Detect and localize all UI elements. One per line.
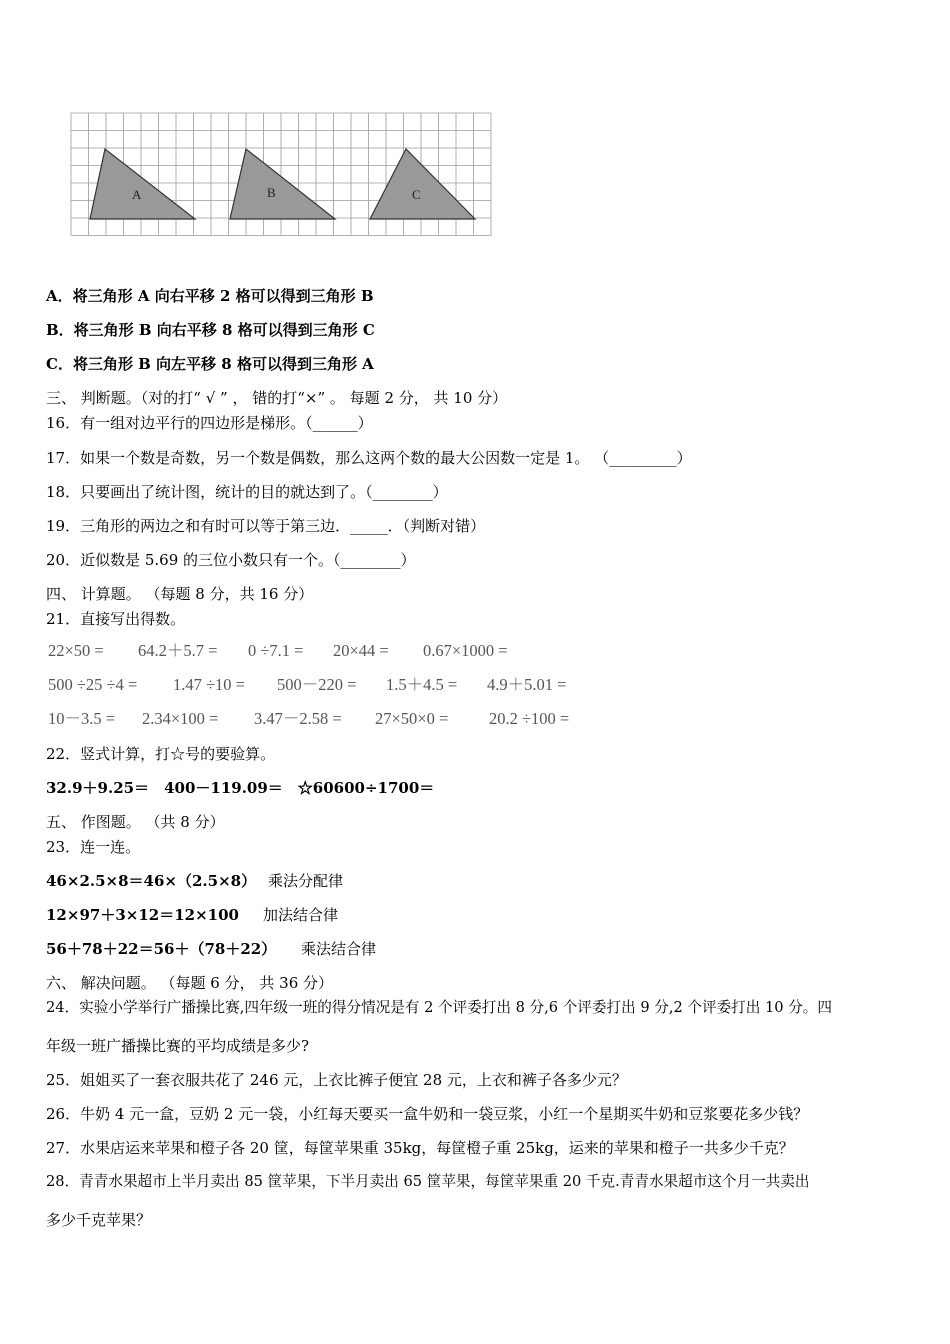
question-18: 18．只要画出了统计图，统计的目的就达到了。（________） [46, 483, 448, 501]
section-5-title: 五、 作图题。 （共 8 分） [46, 813, 225, 831]
question-26: 26．牛奶 4 元一盒，豆奶 2 元一袋，小红每天要买一盒牛奶和一袋豆浆，小红一个星期买牛奶和豆浆要花多少钱？ [46, 1105, 809, 1123]
calc-item: 4.9＋5.01 = [487, 675, 567, 694]
calc-item: 64.2＋5.7 = [138, 641, 218, 660]
match-law: 加法结合律 [263, 906, 339, 924]
calc-item: 22×50 = [48, 641, 104, 660]
question-22: 22．竖式计算，打☆号的要验算。 [46, 745, 276, 763]
calc-item: 0 ÷7.1 = [248, 641, 304, 660]
question-17: 17．如果一个数是奇数，另一个数是偶数，那么这两个数的最大公因数一定是 1。 （_________） [46, 449, 692, 467]
calc-item: 1.5＋4.5 = [386, 675, 458, 694]
question-24: 24．实验小学举行广播操比赛,四年级一班的得分情况是有 2 个评委打出 8 分,6 个评委打出 9 分,2 个评委打出 10 分。四 [46, 999, 833, 1016]
match-expression: 12×97＋3×12＝12×100 [46, 906, 239, 924]
question-21: 21．直接写出得数。 [46, 610, 186, 628]
option-a: A．将三角形 A 向右平移 2 格可以得到三角形 B [46, 287, 374, 305]
calc-item: 3.47－2.58 = [254, 709, 342, 728]
calc-item: 20.2 ÷100 = [489, 709, 570, 728]
calc-item: 1.47 ÷10 = [173, 675, 245, 694]
triangle-grid-figure [70, 112, 496, 239]
question-25: 25．姐姐买了一套衣服共花了 246 元，上衣比裤子便宜 28 元，上衣和裤子各多少元？ [46, 1071, 627, 1089]
triangle-c-label: C [412, 187, 421, 202]
option-c: C．将三角形 B 向左平移 8 格可以得到三角形 A [46, 355, 374, 373]
section-4-title: 四、 计算题。 （每题 8 分，共 16 分） [46, 585, 314, 603]
calc-item: 500－220 = [277, 675, 357, 694]
question-28-cont: 多少千克苹果？ [46, 1211, 152, 1229]
question-28: 28．青青水果超市上半月卖出 85 筐苹果，下半月卖出 65 筐苹果，每筐苹果重 20 千克.青青水果超市这个月一共卖出 [46, 1173, 810, 1190]
match-expression: 46×2.5×8＝46×（2.5×8） [46, 872, 257, 890]
calc-item: 500 ÷25 ÷4 = [48, 675, 138, 694]
triangle-b-label: B [267, 185, 276, 200]
question-27: 27．水果店运来苹果和橙子各 20 筐，每筐苹果重 35kg，每筐橙子重 25kg，运来的苹果和橙子一共多少千克？ [46, 1139, 794, 1157]
calc-item: 0.67×1000 = [423, 641, 508, 660]
calc-item: 27×50×0 = [375, 709, 449, 728]
calc-item: 2.34×100 = [142, 709, 219, 728]
triangle-b [230, 149, 335, 219]
question-24-cont: 年级一班广播操比赛的平均成绩是多少? [46, 1037, 310, 1055]
calc-item: 10－3.5 = [48, 709, 116, 728]
match-law: 乘法结合律 [301, 940, 377, 958]
question-22-items: 32.9＋9.25＝ 400－119.09＝ ☆60600÷1700＝ [46, 779, 435, 797]
option-b: B．将三角形 B 向右平移 8 格可以得到三角形 C [46, 321, 375, 339]
question-23: 23．连一连。 [46, 838, 141, 856]
question-20: 20．近似数是 5.69 的三位小数只有一个。（________） [46, 551, 416, 569]
match-law: 乘法分配律 [268, 872, 344, 890]
triangle-a-label: A [132, 187, 142, 202]
match-expression: 56＋78＋22＝56＋（78＋22） [46, 940, 277, 958]
triangle-a [90, 149, 195, 219]
section-3-title: 三、 判断题。（对的打“ √ ” ， 错的打“×” 。 每题 2 分， 共 10 分） [46, 389, 508, 407]
question-19: 19．三角形的两边之和有时可以等于第三边．_____．（判断对错） [46, 517, 486, 535]
calc-item: 20×44 = [333, 641, 389, 660]
section-6-title: 六、 解决问题。 （每题 6 分， 共 36 分） [46, 974, 334, 992]
question-16: 16．有一组对边平行的四边形是梯形。（______） [46, 414, 373, 432]
